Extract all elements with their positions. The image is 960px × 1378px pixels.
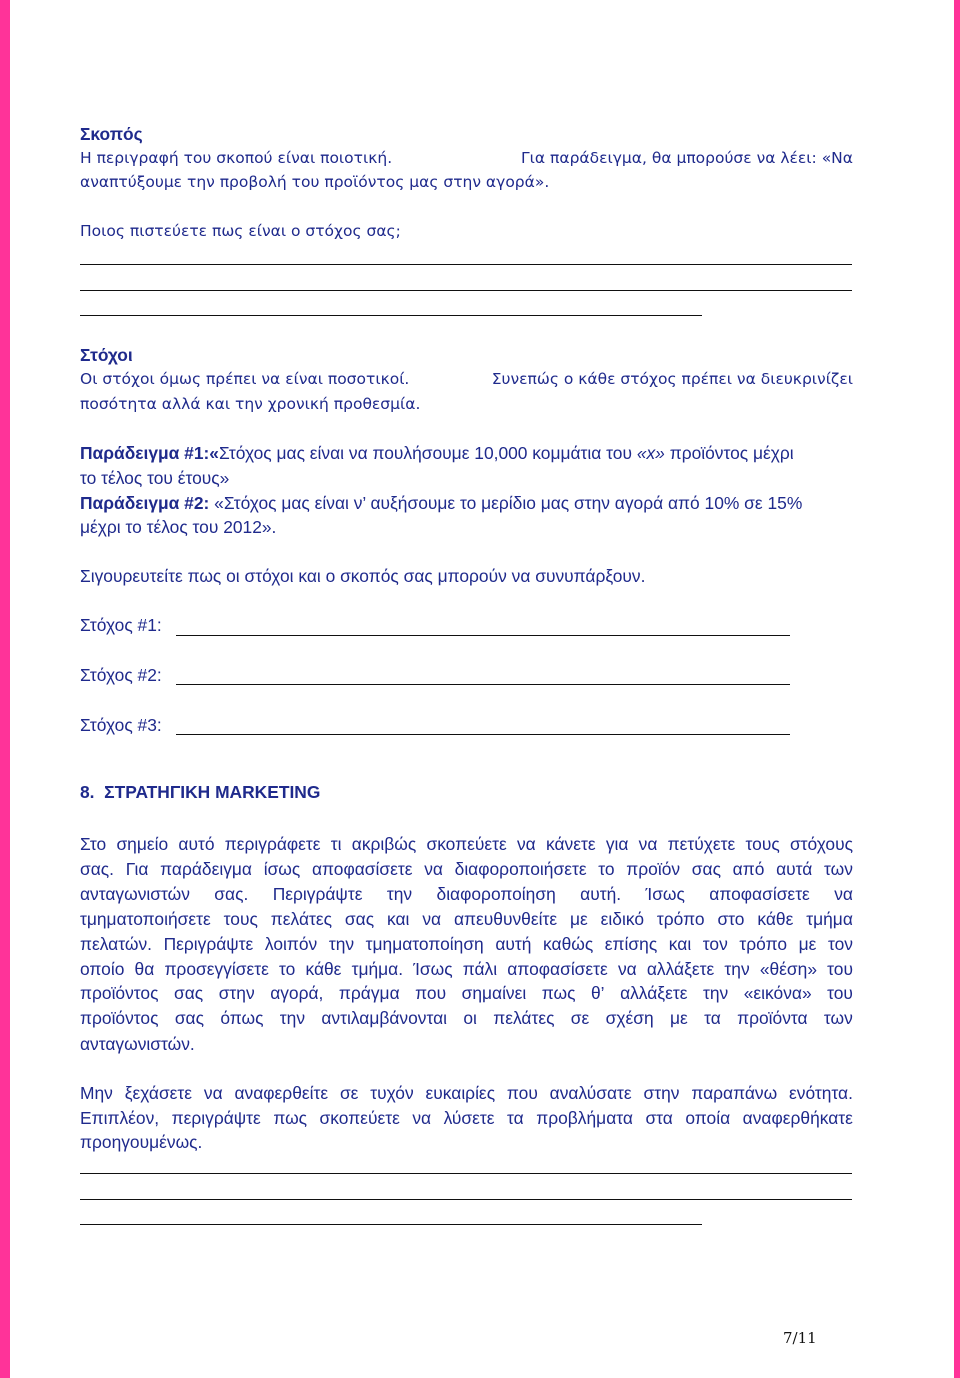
word: Ίσως bbox=[645, 883, 685, 904]
word: για bbox=[605, 834, 629, 854]
word: επίσης bbox=[604, 933, 658, 954]
example-1-line-2: το τέλος του έτους» bbox=[80, 468, 230, 488]
word: σε bbox=[570, 1008, 590, 1029]
word: θα bbox=[134, 958, 155, 979]
example-1-text-a: Στόχος μας είναι να πουλήσουμε 10,000 κομμάτια του bbox=[218, 443, 637, 463]
word: αυτή bbox=[495, 933, 532, 954]
goals-line-1-b: Συνεπώς ο κάθε στόχος πρέπει να διευκρινίζει bbox=[491, 370, 853, 388]
goal-1-field[interactable] bbox=[176, 635, 790, 636]
word: να bbox=[617, 958, 637, 979]
word: των bbox=[824, 858, 853, 879]
word: σας bbox=[691, 858, 721, 879]
word: αναλύσατε bbox=[549, 1083, 632, 1103]
word: σας bbox=[174, 983, 204, 1004]
word: Για bbox=[125, 858, 149, 879]
word: παράδειγμα bbox=[160, 858, 252, 879]
goal-1-label: Στόχος #1: bbox=[80, 615, 162, 635]
marketing-paragraph-2-line-1 bbox=[80, 1081, 853, 1105]
paragraph-line bbox=[80, 832, 853, 856]
word: περιγράφετε bbox=[224, 834, 321, 854]
purpose-line-2: αναπτύξουμε την προβολή του προϊόντος μας στην αγορά». bbox=[80, 173, 550, 191]
word: τι bbox=[330, 834, 342, 854]
word: «θέση» bbox=[759, 958, 818, 979]
word: πελατών. bbox=[80, 933, 152, 954]
word: ίσως bbox=[263, 858, 301, 879]
goal-2-field[interactable] bbox=[176, 684, 790, 685]
word: να bbox=[424, 858, 443, 879]
word: διαφοροποιήσετε bbox=[454, 858, 587, 879]
word: προσεγγίσετε bbox=[164, 958, 269, 979]
answer-line-6[interactable] bbox=[80, 1224, 702, 1225]
word: θ’ bbox=[591, 983, 605, 1004]
word: Περιγράψτε bbox=[163, 933, 254, 954]
word: σε bbox=[339, 1083, 359, 1103]
word: προβλήματα bbox=[536, 1108, 633, 1128]
marketing-paragraph-2-line-2 bbox=[80, 1106, 853, 1130]
answer-line-3[interactable] bbox=[80, 315, 702, 316]
word: αναφερθήκατε bbox=[742, 1108, 853, 1128]
word: οποία bbox=[685, 1108, 731, 1128]
word: το bbox=[279, 958, 296, 979]
word: σημείο bbox=[116, 834, 169, 854]
word: στα bbox=[645, 1108, 673, 1128]
marketing-paragraph-1-last: ανταγωνιστών. bbox=[80, 1034, 195, 1054]
word: «εικόνα» bbox=[743, 983, 812, 1004]
word: αλλάξετε bbox=[620, 983, 688, 1004]
word: τους bbox=[745, 834, 780, 854]
word: ανταγωνιστών bbox=[80, 883, 190, 904]
goal-3-field[interactable] bbox=[176, 734, 790, 735]
paragraph-line bbox=[80, 1006, 853, 1030]
word: οι bbox=[463, 1008, 477, 1029]
word: στην bbox=[218, 983, 255, 1004]
word: παραπάνω bbox=[691, 1083, 778, 1103]
answer-line-2[interactable] bbox=[80, 290, 852, 291]
goals-line-1-a: Οι στόχοι όμως πρέπει να είναι ποσοτικοί. bbox=[80, 370, 410, 388]
word: πράγμα bbox=[338, 983, 400, 1004]
word: να bbox=[834, 883, 853, 904]
word: λοιπόν bbox=[264, 933, 318, 954]
purpose-heading: Σκοπός bbox=[80, 124, 143, 144]
goal-3-label: Στόχος #3: bbox=[80, 715, 162, 735]
example-1-text-b: προϊόντος μέχρι bbox=[664, 443, 794, 463]
word: καθώς bbox=[543, 933, 594, 954]
word: κάθε bbox=[757, 908, 794, 929]
goals-line-1 bbox=[80, 367, 853, 391]
paragraph-line bbox=[80, 957, 853, 981]
example-2 bbox=[80, 491, 802, 515]
word: τον bbox=[702, 933, 728, 954]
word: τμήμα bbox=[806, 908, 853, 929]
word: τον bbox=[827, 933, 853, 954]
word: αυτά bbox=[776, 858, 813, 879]
word: πελάτες bbox=[270, 908, 333, 929]
purpose-line-1-a: Η περιγραφή του σκοπού είναι ποιοτική. bbox=[80, 149, 393, 167]
word: κάνετε bbox=[545, 834, 596, 854]
word: Στο bbox=[80, 834, 107, 854]
word: να bbox=[422, 908, 442, 929]
word: αποφασίσετε bbox=[311, 858, 413, 879]
word: σας. bbox=[214, 883, 249, 904]
purpose-question: Ποιος πιστεύετε πως είναι ο στόχος σας; bbox=[80, 222, 401, 240]
word: την bbox=[328, 933, 355, 954]
word: πως bbox=[541, 983, 576, 1004]
word: που bbox=[506, 1083, 538, 1103]
word: αγορά, bbox=[270, 983, 324, 1004]
word: σκοπεύετε bbox=[319, 1108, 400, 1128]
word: ξεχάσετε bbox=[124, 1083, 193, 1103]
word: αυτή. bbox=[580, 883, 622, 904]
word: του bbox=[827, 983, 853, 1004]
word: το bbox=[598, 858, 615, 879]
word: τους bbox=[223, 908, 258, 929]
word: λύσετε bbox=[443, 1108, 495, 1128]
word: που bbox=[415, 983, 447, 1004]
word: την bbox=[386, 883, 413, 904]
example-2-line-2: μέχρι το τέλος του 2012». bbox=[80, 517, 277, 537]
goal-2-label: Στόχος #2: bbox=[80, 665, 162, 685]
goals-line-2: ποσότητα αλλά και την χρονική προθεσμία. bbox=[80, 395, 421, 413]
word: προϊόντος bbox=[80, 983, 159, 1004]
ensure-text: Σιγουρευτείτε πως οι στόχοι και ο σκοπός σας μπορούν να συνυπάρξουν. bbox=[80, 566, 646, 586]
paragraph-line bbox=[80, 932, 853, 956]
word: αναφερθείτε bbox=[234, 1083, 329, 1103]
answer-line-4[interactable] bbox=[80, 1173, 852, 1174]
example-2-text: «Στόχος μας είναι ν’ αυξήσουμε το μερίδιο μας στην αγορά από 10% σε 15% bbox=[209, 493, 803, 513]
word: όπως bbox=[220, 1008, 264, 1029]
word: κάθε bbox=[305, 958, 342, 979]
word: αντιλαμβάνονται bbox=[321, 1008, 448, 1029]
word: σχέση bbox=[605, 1008, 654, 1029]
word: πετύχετε bbox=[667, 834, 736, 854]
word: σας. bbox=[80, 858, 115, 879]
word: αποφασίσετε bbox=[507, 958, 608, 979]
word: και bbox=[387, 908, 410, 929]
paragraph-line bbox=[80, 907, 853, 931]
word: τρόπο bbox=[739, 933, 788, 954]
word: προϊόντα bbox=[737, 1008, 808, 1029]
paragraph-line bbox=[80, 981, 853, 1005]
paragraph-line bbox=[80, 857, 853, 881]
paragraph-line bbox=[80, 882, 853, 906]
word: τμήμα. bbox=[351, 958, 404, 979]
word: ακριβώς bbox=[351, 834, 417, 854]
word: πελάτες bbox=[493, 1008, 555, 1029]
word: και bbox=[668, 933, 692, 954]
purpose-line-1 bbox=[80, 146, 853, 170]
goals-heading: Στόχοι bbox=[80, 345, 133, 365]
word: ειδικό bbox=[600, 908, 644, 929]
answer-line-5[interactable] bbox=[80, 1199, 852, 1200]
word: με bbox=[798, 933, 817, 954]
word: τμηματοποιήσετε bbox=[80, 908, 211, 929]
word: ευκαιρίες bbox=[425, 1083, 496, 1103]
word: Περιγράψτε bbox=[272, 883, 363, 904]
word: να bbox=[516, 834, 536, 854]
example-2-label: Παράδειγμα #2: bbox=[80, 493, 210, 513]
word: τμηματοποίηση bbox=[365, 933, 484, 954]
word: να bbox=[412, 1108, 432, 1128]
word: διαφοροποίηση bbox=[436, 883, 556, 904]
marketing-paragraph-2-last: προηγουμένως. bbox=[80, 1132, 203, 1152]
word: ενότητα. bbox=[789, 1083, 853, 1103]
example-1-x: «x» bbox=[636, 443, 665, 463]
page-number: 7/11 bbox=[783, 1329, 817, 1347]
word: τρόπο bbox=[656, 908, 705, 929]
word: Ίσως bbox=[413, 958, 453, 979]
word: τυχόν bbox=[370, 1083, 414, 1103]
word: αυτό bbox=[178, 834, 215, 854]
word: αλλάξετε bbox=[646, 958, 715, 979]
marketing-heading: 8. ΣΤΡΑΤΗΓΙΚΗ MARKETING bbox=[80, 782, 321, 802]
word: στόχους bbox=[789, 834, 853, 854]
word: στο bbox=[717, 908, 745, 929]
word: με bbox=[669, 1008, 688, 1029]
word: σημαίνει bbox=[461, 983, 527, 1004]
word: προϊόντος bbox=[80, 1008, 159, 1029]
example-1-label: Παράδειγμα #1:« bbox=[80, 443, 219, 463]
word: Επιπλέον, bbox=[80, 1108, 160, 1128]
word: την bbox=[724, 958, 750, 979]
word: από bbox=[732, 858, 765, 879]
word: στην bbox=[643, 1083, 680, 1103]
word: την bbox=[279, 1008, 306, 1029]
word: πως bbox=[273, 1108, 308, 1128]
word: σας bbox=[174, 1008, 204, 1029]
word: απευθυνθείτε bbox=[453, 908, 558, 929]
right-page-border bbox=[954, 0, 960, 1378]
word: να bbox=[638, 834, 658, 854]
word: οποίο bbox=[80, 958, 125, 979]
word: Μην bbox=[80, 1083, 113, 1103]
word: αποφασίσετε bbox=[709, 883, 810, 904]
word: με bbox=[569, 908, 588, 929]
word: σας bbox=[344, 908, 375, 929]
left-page-border bbox=[0, 0, 10, 1378]
word: πάλι bbox=[462, 958, 498, 979]
word: των bbox=[823, 1008, 853, 1029]
answer-line-1[interactable] bbox=[80, 264, 852, 265]
word: προϊόν bbox=[626, 858, 681, 879]
word: του bbox=[827, 958, 853, 979]
word: περιγράψτε bbox=[171, 1108, 261, 1128]
word: να bbox=[203, 1083, 223, 1103]
word: τα bbox=[704, 1008, 721, 1029]
word: τα bbox=[507, 1108, 524, 1128]
example-1 bbox=[80, 441, 794, 465]
purpose-line-1-b: Για παράδειγμα, θα μπορούσε να λέει: «Να bbox=[521, 149, 853, 167]
word: σκοπεύετε bbox=[426, 834, 507, 854]
word: την bbox=[702, 983, 729, 1004]
